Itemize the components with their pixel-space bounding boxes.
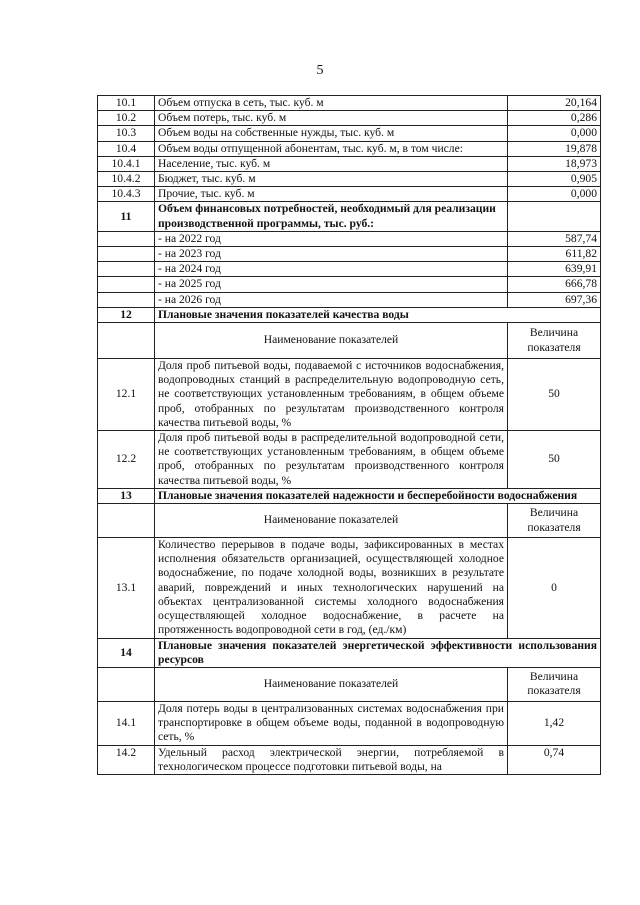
section-title: Объем финансовых потребностей, необходимый для реализации производственной программы, тыс. руб.: <box>155 202 508 231</box>
column-header-value: Величина показателя <box>508 667 601 701</box>
row-number: 12.2 <box>98 431 155 489</box>
section-14-header <box>98 638 601 667</box>
year-label: - на 2025 год <box>155 277 508 292</box>
year-value: 666,78 <box>508 277 601 292</box>
row-value: 0,905 <box>508 172 601 187</box>
year-label: - на 2026 год <box>155 292 508 307</box>
row-name: Объем воды отпущенной абонентам, тыс. куб. м, в том числе: <box>155 141 508 156</box>
empty-cell <box>98 231 155 246</box>
row-value: 18,973 <box>508 156 601 171</box>
indicators-table <box>97 95 601 775</box>
empty-cell <box>98 262 155 277</box>
section-number: 13 <box>98 488 155 503</box>
empty-cell <box>508 202 601 231</box>
row-number: 13.1 <box>98 538 155 638</box>
row-number: 10.2 <box>98 111 155 126</box>
row-value: 0,000 <box>508 126 601 141</box>
section-title: Плановые значения показателей надежности и бесперебойности водоснабжения <box>155 488 601 503</box>
year-label: - на 2023 год <box>155 247 508 262</box>
row-text: Количество перерывов в подаче воды, зафиксированных в местах исполнения обязательств организацией, осуществляющей холодное водоснабжение, по подаче холодной воды, возникших в результате аварий, повреждений и иных технологических нарушений на объектах централизованной системы холодного водоснабжения осуществляющей холодное водоснабжение, в расчете на протяженность водопроводной сети в год, (ед./км) <box>155 538 508 638</box>
row-text: Доля потерь воды в централизованных системах водоснабжения при транспортировке в общем объеме воды, поданной в водопроводную сеть, % <box>155 701 508 745</box>
table-row <box>98 431 601 489</box>
empty-cell <box>98 667 155 701</box>
row-name: Прочие, тыс. куб. м <box>155 187 508 202</box>
year-value: 587,74 <box>508 231 601 246</box>
column-header-name: Наименование показателей <box>155 323 508 359</box>
column-header-name: Наименование показателей <box>155 504 508 538</box>
row-number: 10.4.1 <box>98 156 155 171</box>
table-row <box>98 156 601 171</box>
table-row <box>98 231 601 246</box>
row-value: 20,164 <box>508 96 601 111</box>
table-row <box>98 172 601 187</box>
column-header-row <box>98 667 601 701</box>
row-value: 0,74 <box>508 745 601 774</box>
section-13-header <box>98 488 601 503</box>
row-value: 0,000 <box>508 187 601 202</box>
row-number: 10.4.3 <box>98 187 155 202</box>
row-number: 14.2 <box>98 745 155 774</box>
row-name: Население, тыс. куб. м <box>155 156 508 171</box>
year-label: - на 2022 год <box>155 231 508 246</box>
row-name: Объем воды на собственные нужды, тыс. куб. м <box>155 126 508 141</box>
year-value: 697,36 <box>508 292 601 307</box>
section-12-header <box>98 307 601 322</box>
year-value: 611,82 <box>508 247 601 262</box>
empty-cell <box>98 277 155 292</box>
table-row <box>98 745 601 774</box>
row-name: Бюджет, тыс. куб. м <box>155 172 508 187</box>
row-number: 14.1 <box>98 701 155 745</box>
section-number: 12 <box>98 307 155 322</box>
column-header-value: Величина показателя <box>508 323 601 359</box>
table-row <box>98 701 601 745</box>
table-row <box>98 292 601 307</box>
section-title: Плановые значения показателей качества воды <box>155 307 601 322</box>
section-number: 11 <box>98 202 155 231</box>
empty-cell <box>98 504 155 538</box>
table-row <box>98 262 601 277</box>
row-value: 50 <box>508 431 601 489</box>
table-row <box>98 277 601 292</box>
section-number: 14 <box>98 638 155 667</box>
row-number: 10.1 <box>98 96 155 111</box>
row-name: Объем потерь, тыс. куб. м <box>155 111 508 126</box>
row-value: 1,42 <box>508 701 601 745</box>
row-value: 0,286 <box>508 111 601 126</box>
table-row <box>98 141 601 156</box>
section-title: Плановые значения показателей энергетической эффективности использования ресурсов <box>155 638 601 667</box>
row-text: Доля проб питьевой воды в распределительной водопроводной сети, не соответствующих установленным требованиям, в общем объеме проб, отобранных по результатам производственного контроля качества питьевой воды, % <box>155 431 508 489</box>
row-number: 10.4 <box>98 141 155 156</box>
table-row <box>98 96 601 111</box>
page-number: 5 <box>316 63 324 78</box>
empty-cell <box>98 323 155 359</box>
row-name: Объем отпуска в сеть, тыс. куб. м <box>155 96 508 111</box>
table-row <box>98 538 601 638</box>
table-row <box>98 359 601 431</box>
column-header-name: Наименование показателей <box>155 667 508 701</box>
column-header-value: Величина показателя <box>508 504 601 538</box>
section-11-header <box>98 202 601 231</box>
empty-cell <box>98 247 155 262</box>
table-row <box>98 187 601 202</box>
row-number: 10.4.2 <box>98 172 155 187</box>
table-row <box>98 247 601 262</box>
row-value: 19,878 <box>508 141 601 156</box>
table-row <box>98 126 601 141</box>
row-text: Доля проб питьевой воды, подаваемой с источников водоснабжения, водопроводных станций в распределительную водопроводную сеть, не соответствующих установленным требованиям, в общем объеме проб, отобранных по результатам производственного контроля качества питьевой воды, % <box>155 359 508 431</box>
year-value: 639,91 <box>508 262 601 277</box>
column-header-row <box>98 323 601 359</box>
row-text: Удельный расход электрической энергии, потребляемой в технологическом процессе подготовки питьевой воды, на <box>155 745 508 774</box>
column-header-row <box>98 504 601 538</box>
year-label: - на 2024 год <box>155 262 508 277</box>
empty-cell <box>98 292 155 307</box>
table-row <box>98 111 601 126</box>
row-number: 10.3 <box>98 126 155 141</box>
row-number: 12.1 <box>98 359 155 431</box>
row-value: 0 <box>508 538 601 638</box>
row-value: 50 <box>508 359 601 431</box>
